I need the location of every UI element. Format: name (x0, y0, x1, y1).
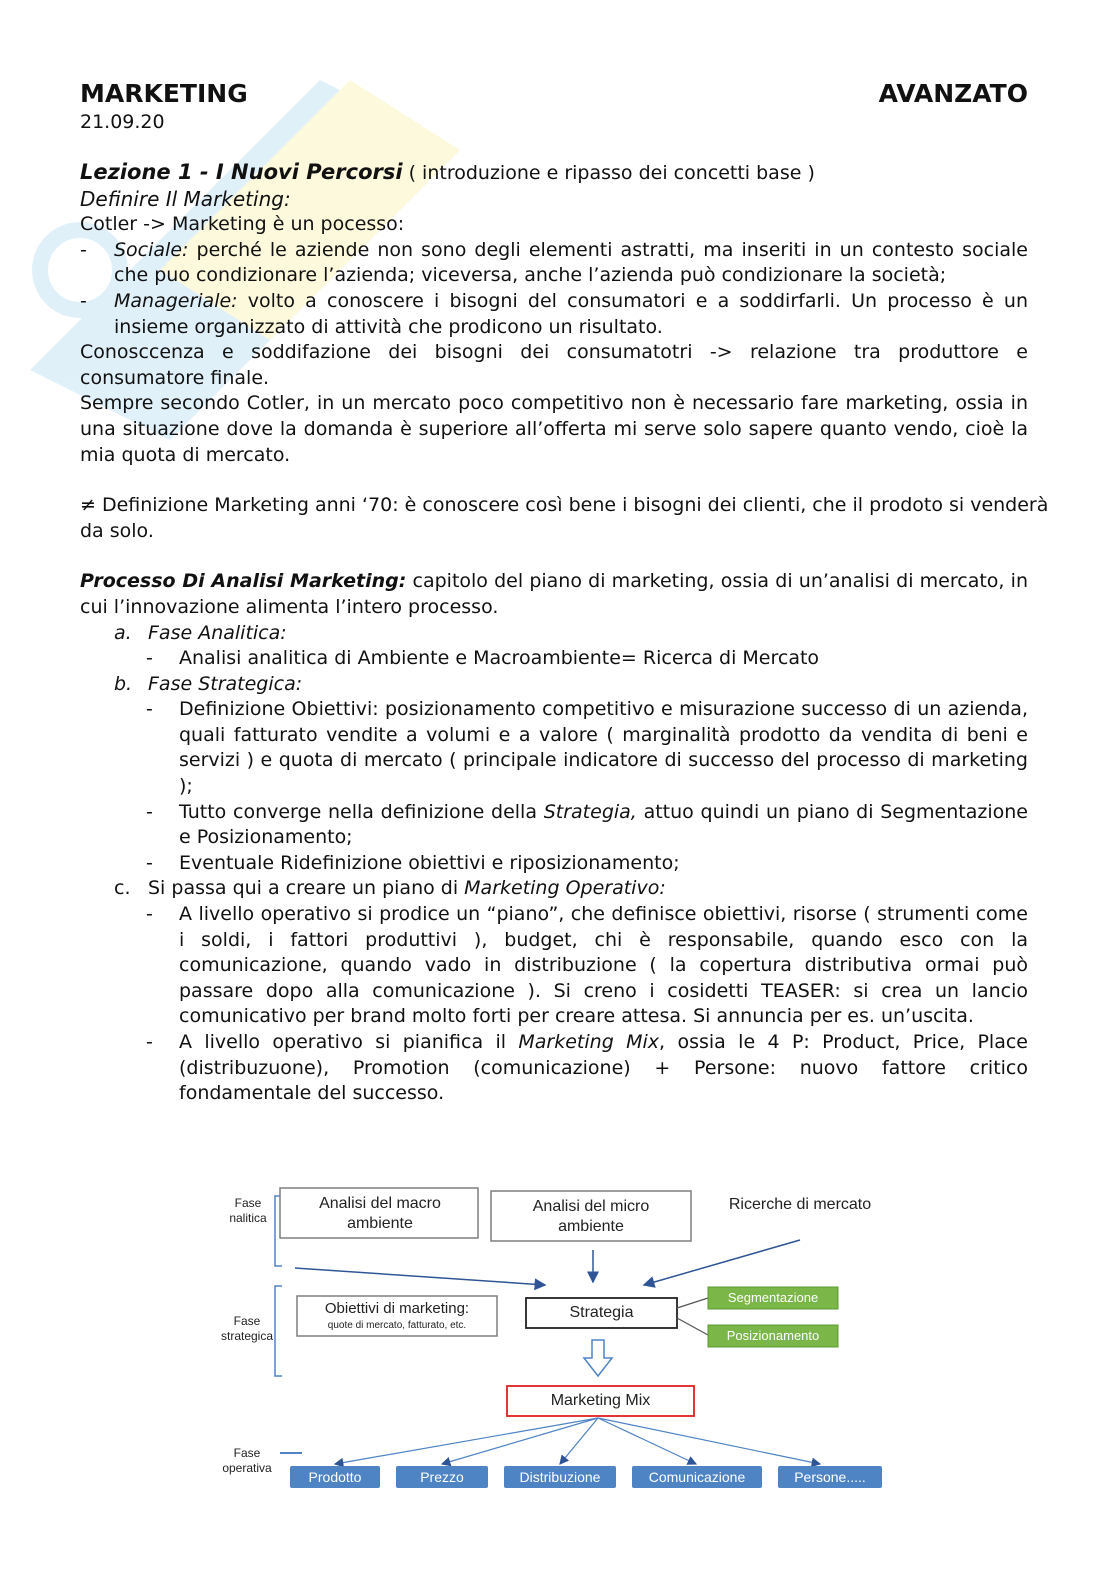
phase-c-item-2: - A livello operativo si pianifica il Marketing Mix, ossia le 4 P: Product, Price, Place (distribuzuone), Promotion (comunicazione) + Persone: nuovo fattore critico fondamentale del successo. (80, 1030, 1028, 1107)
paragraph-2: Sempre secondo Cotler, in un mercato poco competitivo non è necessario fare marketing, ossia in una situazione dove la domanda è superiore all’offerta mi serve solo sapere quanto vendo, cioè la mia quota di mercato. (80, 392, 1028, 466)
title-right: AVANZATO (878, 79, 1028, 108)
micro-label: Analisi del micro ambiente (532, 1198, 650, 1235)
document-page (80, 78, 1049, 1107)
phase-b-item-2: - Tutto converge nella definizione della Strategia, attuo quindi un piano di Segmentazione e Posizionamento; (80, 800, 1028, 851)
marketing-process-diagram (220, 1178, 890, 1498)
title-left: MARKETING (80, 79, 248, 108)
document-title (80, 78, 1028, 110)
bracket-strategica (275, 1286, 282, 1376)
phase-label-operativa: Fase operativa (222, 1446, 272, 1475)
obiettivi-title: Obiettivi di marketing: (324, 1300, 470, 1317)
cotler-line: Cotler -> Marketing è un pocesso: (80, 213, 405, 236)
phase-c: c. Si passa qui a creare un piano di Marketing Operativo: (114, 877, 666, 900)
phase-b-item-1: - Definizione Obiettivi: posizionamento competitivo e misurazione successo di un azienda, quali fatturato vendite a volumi e a valore ( marginalità prodotto da vendita di beni e servizi ) e quota di mercato ( principale indicatore di successo del processo di marketing ); (80, 697, 1028, 799)
phase-a: a. Fase Analitica: (114, 621, 287, 644)
define-heading: Definire Il Marketing: (80, 186, 291, 211)
mix-label-prodotto: Prodotto (308, 1469, 362, 1485)
process-paragraph: Processo Di Analisi Marketing: capitolo del piano di marketing, ossia di un’analisi di mercato, in cui l’innovazione alimenta l’intero processo. (80, 570, 1028, 618)
lesson-heading: Lezione 1 - I Nuovi Percorsi ( introduzione e ripasso dei concetti base ) (80, 160, 815, 184)
mix-label-persone: Persone..... (794, 1469, 866, 1485)
posizionamento-label: Posizionamento (726, 1328, 820, 1343)
phase-b: b. Fase Strategica: (114, 672, 303, 695)
phase-a-item: - Analisi analitica di Ambiente e Macroambiente= Ricerca di Mercato (80, 646, 1028, 672)
segmentazione-label: Segmentazione (727, 1290, 819, 1305)
mix-label-distribuzione: Distribuzione (519, 1469, 601, 1485)
document-date: 21.09.20 (80, 111, 165, 133)
paragraph-3: ≠ Definizione Marketing anni ‘70: è conoscere così bene i bisogni dei clienti, che il prodoto si venderà da solo. (80, 494, 1049, 542)
ricerche-label: Ricerche di mercato (728, 1196, 872, 1213)
phase-c-item-1: - A livello operativo si prodice un “piano”, che definisce obiettivi, risorse ( strumenti come i soldi, i fattori produttivi ), budget, chi è responsabile, quando esco con la comunicazione, quando vado in distribuzione ( la copertura distributiva ormai può passare dopo alla comunicazione ). Si creno i cosidetti TEASER: si crea un lancio comunicativo per brand molto forti per creare attesa. Si annuncia per es. un’uscita. (80, 902, 1028, 1030)
mix-label-comunicazione: Comunicazione (648, 1469, 746, 1485)
phase-b-item-3: - Eventuale Ridefinizione obiettivi e riposizionamento; (80, 851, 1028, 877)
mix-label-prezzo: Prezzo (420, 1469, 464, 1485)
marketing-mix-label: Marketing Mix (550, 1392, 651, 1409)
down-arrow-icon (584, 1340, 612, 1376)
obiettivi-sub: quote di mercato, fatturato, etc. (327, 1320, 467, 1331)
phase-label-strategica: Fase strategica (220, 1314, 274, 1343)
phase-label-analitica: Fase nalitica (229, 1196, 267, 1225)
paragraph-1: Conosccenza e soddifazione dei bisogni dei consumatotri -> relazione tra produttore e consumatore finale. (80, 341, 1028, 389)
bullet-manageriale: - Manageriale: volto a conoscere i bisogni del consumatori e a soddirfarli. Un processo è un insieme organizzato di attività che prodicono un risultato. (80, 289, 1028, 340)
bullet-sociale: - Sociale: perché le aziende non sono degli elementi astratti, ma inseriti in un contesto sociale che puo condizionare l’azienda; viceversa, anche l’azienda può condizionare la società; (80, 238, 1028, 289)
macro-label: Analisi del macro ambiente (319, 1195, 441, 1232)
strategia-label: Strategia (569, 1304, 634, 1321)
